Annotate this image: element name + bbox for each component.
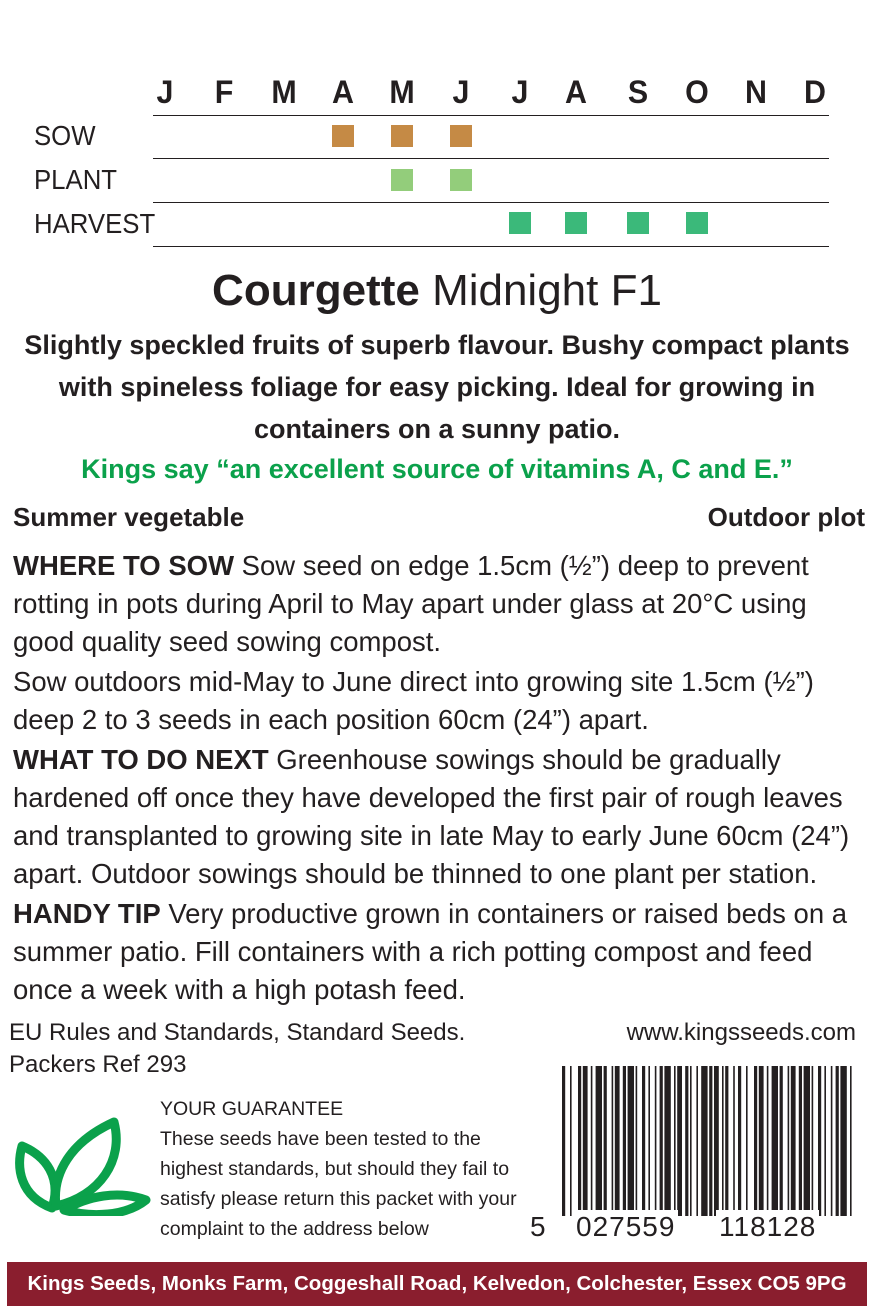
barcode-bar bbox=[850, 1066, 852, 1216]
sow-month-marker bbox=[450, 125, 472, 147]
barcode-bar bbox=[738, 1066, 741, 1216]
barcode-bar bbox=[660, 1066, 663, 1216]
guarantee-text: These seeds have been tested to the highest standards, but should they fail to satisfy please return this packet with your complaint to the address below bbox=[160, 1128, 517, 1240]
barcode-bar bbox=[674, 1066, 676, 1216]
barcode-bar bbox=[583, 1066, 588, 1216]
calendar-divider bbox=[153, 158, 829, 159]
barcode-bar bbox=[628, 1066, 634, 1216]
month-may: M bbox=[389, 74, 415, 110]
row-label-plant: PLANT bbox=[34, 164, 118, 195]
sow-month-marker bbox=[391, 125, 413, 147]
barcode bbox=[560, 1066, 855, 1216]
calendar-divider bbox=[153, 115, 829, 116]
guarantee-heading: YOUR GUARANTEE bbox=[160, 1098, 344, 1120]
month-oct: O bbox=[685, 74, 709, 110]
eu-rules: EU Rules and Standards, Standard Seeds. bbox=[9, 1019, 466, 1046]
month-jul: J bbox=[511, 74, 529, 110]
row-label-sow: SOW bbox=[34, 120, 96, 151]
product-variety: Midnight F1 bbox=[432, 266, 662, 315]
where-text: Sow seed on edge 1.5cm (½”) deep to prevent rotting in pots during April to May apart under glass at 20°C using good quality seed sowing compost. bbox=[13, 550, 809, 657]
instructions bbox=[13, 547, 869, 1009]
guarantee bbox=[160, 1094, 530, 1244]
product-name: Courgette bbox=[212, 266, 420, 315]
website-link[interactable]: www.kingsseeds.com bbox=[626, 1019, 856, 1046]
row-label-harvest: HARVEST bbox=[34, 208, 156, 239]
month-jun: J bbox=[452, 74, 470, 110]
month-jan: J bbox=[156, 74, 174, 110]
plant-month-marker bbox=[450, 169, 472, 191]
calendar-divider bbox=[153, 246, 829, 247]
plant-month-marker bbox=[391, 169, 413, 191]
harvest-month-marker bbox=[565, 212, 587, 234]
barcode-bar bbox=[591, 1066, 593, 1216]
barcode-bar bbox=[824, 1066, 826, 1216]
barcode-bar bbox=[804, 1066, 810, 1216]
barcode-bar bbox=[840, 1066, 846, 1216]
product-location: Outdoor plot bbox=[707, 502, 865, 532]
barcode-bar bbox=[677, 1066, 682, 1216]
barcode-bar bbox=[701, 1066, 707, 1216]
month-mar: M bbox=[271, 74, 297, 110]
harvest-month-marker bbox=[686, 212, 708, 234]
tip-text: Very productive grown in containers or raised beds on a summer patio. Fill containers with a rich potting compost and feed once a week with a high potash feed. bbox=[13, 898, 848, 1005]
barcode-bar bbox=[754, 1066, 757, 1216]
barcode-bar bbox=[578, 1066, 581, 1216]
barcode-bar bbox=[746, 1066, 748, 1216]
barcode-bar bbox=[772, 1066, 778, 1216]
product-description: Slightly speckled fruits of superb flavour. Bushy compact plants with spineless foliage for easy picking. Ideal for growing in containers on a sunny patio. bbox=[24, 330, 850, 444]
barcode-bar bbox=[570, 1066, 572, 1216]
barcode-first-digit: 5 bbox=[530, 1211, 547, 1242]
leaf-logo-icon bbox=[12, 1116, 152, 1216]
barcode-left-group: 027559 bbox=[573, 1210, 678, 1244]
barcode-bar bbox=[596, 1066, 602, 1216]
month-apr: A bbox=[332, 74, 354, 110]
barcode-bar bbox=[733, 1066, 735, 1216]
barcode-bar bbox=[648, 1066, 650, 1216]
what-to-do-next bbox=[13, 741, 869, 893]
barcode-bar bbox=[767, 1066, 769, 1216]
where-to-sow bbox=[13, 547, 869, 661]
barcode-bar bbox=[818, 1066, 821, 1216]
calendar-divider bbox=[153, 202, 829, 203]
product-quote: Kings say “an excellent source of vitamins A, C and E.” bbox=[81, 454, 793, 484]
barcode-bar bbox=[604, 1066, 607, 1216]
month-sep: S bbox=[627, 74, 649, 110]
next-text: Greenhouse sowings should be gradually hardened off once they have developed the first pair of rough leaves and transplanted to growing site in late May to early June 60cm (24”) apart. Outdoor sowings should be thinned to one plant per station. bbox=[13, 744, 850, 889]
barcode-bar bbox=[642, 1066, 645, 1216]
harvest-month-marker bbox=[627, 212, 649, 234]
harvest-month-marker bbox=[509, 212, 531, 234]
barcode-right-group: 118128 bbox=[716, 1210, 819, 1244]
barcode-bar bbox=[655, 1066, 657, 1216]
product-title bbox=[0, 264, 874, 318]
barcode-bar bbox=[812, 1066, 814, 1216]
barcode-bar bbox=[725, 1066, 728, 1216]
barcode-bar bbox=[722, 1066, 724, 1216]
barcode-bar bbox=[799, 1066, 802, 1216]
barcode-bar bbox=[709, 1066, 712, 1216]
barcode-bar bbox=[759, 1066, 764, 1216]
barcode-bar bbox=[836, 1066, 839, 1216]
barcode-bar bbox=[788, 1066, 790, 1216]
tip-heading: HANDY TIP bbox=[13, 898, 161, 929]
footer-address: Kings Seeds, Monks Farm, Coggeshall Road, Kelvedon, Colchester, Essex CO5 9PG bbox=[7, 1262, 867, 1306]
barcode-bar bbox=[714, 1066, 719, 1216]
barcode-bar bbox=[696, 1066, 698, 1216]
barcode-bar bbox=[636, 1066, 638, 1216]
legal-info bbox=[9, 1017, 465, 1081]
where-heading: WHERE TO SOW bbox=[13, 550, 235, 581]
barcode-bar bbox=[562, 1066, 565, 1216]
barcode-bar bbox=[623, 1066, 626, 1216]
outdoor-sowing: Sow outdoors mid-May to June direct into growing site 1.5cm (½”) deep 2 to 3 seeds in each position 60cm (24”) apart. bbox=[13, 666, 814, 735]
barcode-bar bbox=[780, 1066, 783, 1216]
handy-tip bbox=[13, 895, 869, 1009]
month-feb: F bbox=[214, 74, 234, 110]
barcode-bar bbox=[664, 1066, 670, 1216]
barcode-bar bbox=[612, 1066, 614, 1216]
barcode-bar bbox=[831, 1066, 833, 1216]
sow-month-marker bbox=[332, 125, 354, 147]
barcode-bar bbox=[685, 1066, 688, 1216]
barcode-bar bbox=[690, 1066, 692, 1216]
month-aug: A bbox=[565, 74, 587, 110]
packers-ref: Packers Ref 293 bbox=[9, 1051, 187, 1078]
next-heading: WHAT TO DO NEXT bbox=[13, 744, 269, 775]
product-category: Summer vegetable bbox=[13, 502, 245, 532]
month-nov: N bbox=[745, 74, 767, 110]
month-dec: D bbox=[804, 74, 826, 110]
barcode-bar bbox=[791, 1066, 796, 1216]
barcode-bar bbox=[615, 1066, 620, 1216]
